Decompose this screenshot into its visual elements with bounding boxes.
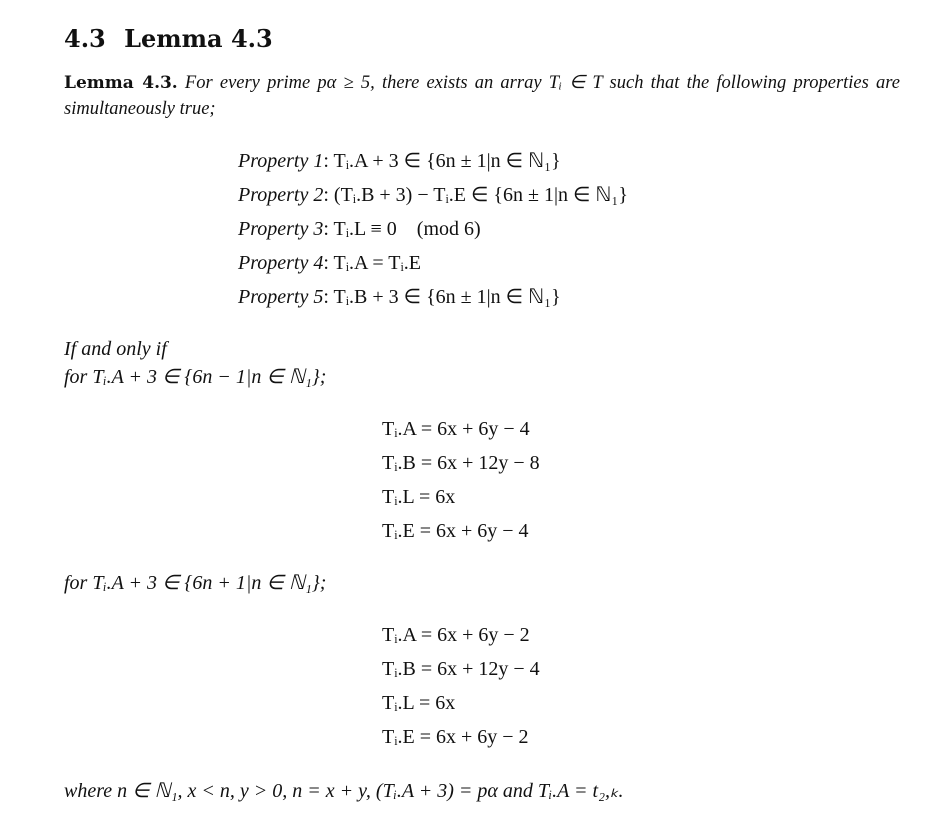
equation: Tᵢ.L = 6x	[382, 486, 456, 508]
equation: Tᵢ.B = 6x + 12y − 8	[382, 452, 540, 474]
equation: Tᵢ.A = 6x + 6y − 4	[382, 418, 530, 440]
property-row	[238, 214, 628, 248]
property-name: Property 1	[238, 150, 324, 172]
section-heading	[64, 24, 273, 53]
property-expression: : Tᵢ.B + 3 ∈ {6n ± 1|n ∈ ℕ₁}	[323, 286, 561, 308]
property-row	[238, 282, 628, 316]
equation: Tᵢ.E = 6x + 6y − 2	[382, 726, 529, 748]
property-name: Property 3	[238, 218, 324, 240]
property-name: Property 2	[238, 184, 324, 206]
lemma-label: Lemma 4.3.	[64, 73, 178, 93]
section-number: 4.3	[64, 24, 106, 53]
property-row	[238, 180, 628, 214]
property-row	[238, 146, 628, 180]
equation: Tᵢ.A = 6x + 6y − 2	[382, 624, 530, 646]
case2-condition: for Tᵢ.A + 3 ∈ {6n + 1|n ∈ ℕ₁};	[64, 572, 327, 594]
case2-equations	[382, 620, 540, 756]
case1-equations	[382, 414, 540, 550]
section-title: Lemma 4.3	[124, 24, 273, 53]
property-row	[238, 248, 628, 282]
lemma-text: For every prime pα ≥ 5, there exists an array Tᵢ ∈ T such that the following properties are simultaneously true;	[64, 73, 900, 119]
equation: Tᵢ.E = 6x + 6y − 4	[382, 520, 529, 542]
property-name: Property 4	[238, 252, 324, 274]
property-list	[238, 146, 628, 316]
iff-text: If and only if	[64, 338, 167, 360]
property-expression: : (Tᵢ.B + 3) − Tᵢ.E ∈ {6n ± 1|n ∈ ℕ₁}	[323, 184, 628, 206]
equation: Tᵢ.L = 6x	[382, 692, 456, 714]
case1-condition: for Tᵢ.A + 3 ∈ {6n − 1|n ∈ ℕ₁};	[64, 366, 327, 388]
lemma-statement	[64, 70, 900, 122]
equation: Tᵢ.B = 6x + 12y − 4	[382, 658, 540, 680]
property-name: Property 5	[238, 286, 324, 308]
property-expression: : Tᵢ.L ≡ 0 (mod 6)	[323, 218, 481, 240]
property-expression: : Tᵢ.A = Tᵢ.E	[323, 252, 422, 274]
property-expression: : Tᵢ.A + 3 ∈ {6n ± 1|n ∈ ℕ₁}	[323, 150, 561, 172]
where-clause: where n ∈ ℕ₁, x < n, y > 0, n = x + y, (Tᵢ.A + 3) = pα and Tᵢ.A = t₂,ₖ.	[64, 780, 624, 802]
